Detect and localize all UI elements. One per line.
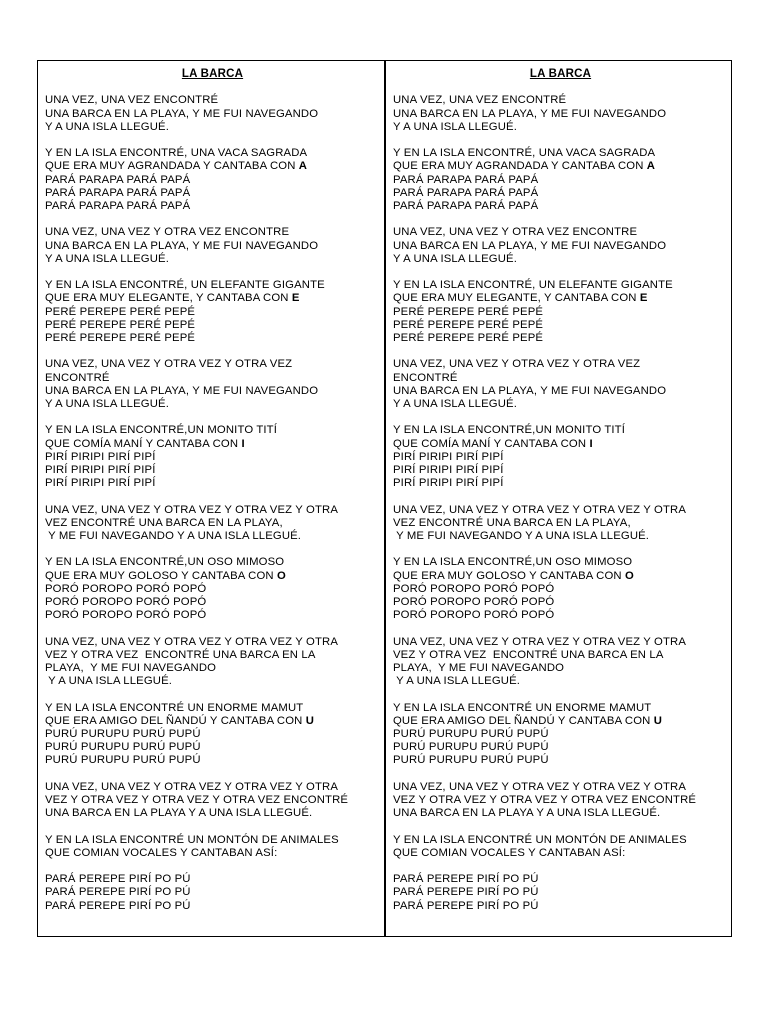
lyric-text: PLAYA, Y ME FUI NAVEGANDO [45, 661, 217, 674]
lyric-line [45, 147, 380, 160]
column-divider [384, 61, 386, 936]
lyric-line [393, 556, 728, 569]
stanza [45, 702, 380, 768]
lyric-line [393, 847, 728, 860]
lyric-line [393, 477, 728, 490]
vowel-letter: I [589, 437, 593, 450]
lyric-text: VEZ Y OTRA VEZ ENCONTRÉ UNA BARCA EN LA [45, 648, 316, 661]
lyric-line [45, 121, 380, 134]
lyric-text: Y EN LA ISLA ENCONTRÉ UN MONTÓN DE ANIMALES [393, 833, 687, 846]
lyric-line [45, 451, 380, 464]
lyric-line [45, 358, 380, 371]
lyric-line [45, 754, 380, 767]
lyric-text: UNA VEZ, UNA VEZ Y OTRA VEZ Y OTRA VEZ [393, 358, 641, 371]
lyric-text: PERÉ PEREPE PERÉ PEPÉ [45, 331, 196, 344]
stanza [393, 226, 728, 266]
lyric-line [45, 306, 380, 319]
lyric-line [393, 636, 728, 649]
lyric-text: UNA VEZ, UNA VEZ Y OTRA VEZ Y OTRA VEZ Y OTRA [45, 780, 339, 793]
lyric-text: PARÁ PARAPA PARÁ PAPÁ [45, 173, 191, 186]
lyric-line [393, 372, 728, 385]
lyric-line [393, 438, 728, 451]
stanza [393, 147, 728, 213]
lyric-text: Y EN LA ISLA ENCONTRÉ,UN MONITO TITÍ [393, 424, 626, 437]
stanza [45, 504, 380, 544]
lyric-text: PORÓ POROPO PORÓ POPÓ [393, 582, 555, 595]
lyric-line [45, 728, 380, 741]
lyric-line [393, 649, 728, 662]
lyric-line [45, 807, 380, 820]
lyric-line [45, 504, 380, 517]
lyric-text: UNA VEZ, UNA VEZ Y OTRA VEZ Y OTRA VEZ Y OTRA [45, 635, 339, 648]
stanza [393, 424, 728, 490]
lyric-line [393, 94, 728, 107]
lyric-text: PERÉ PEREPE PERÉ PEPÉ [45, 318, 196, 331]
lyric-line [45, 715, 380, 728]
lyric-line [45, 741, 380, 754]
vowel-letter: E [639, 292, 648, 305]
lyric-text: PURÚ PURUPU PURÚ PUPÚ [45, 754, 201, 767]
lyric-text: UNA BARCA EN LA PLAYA, Y ME FUI NAVEGANDO [393, 107, 667, 120]
lyric-line [45, 253, 380, 266]
lyric-line [45, 556, 380, 569]
lyric-text: PERÉ PEREPE PERÉ PEPÉ [45, 305, 196, 318]
lyric-text: Y EN LA ISLA ENCONTRÉ, UNA VACA SAGRADA [393, 147, 656, 160]
lyric-line [45, 438, 380, 451]
lyric-text: PORÓ POROPO PORÓ POPÓ [45, 582, 207, 595]
lyric-line [45, 319, 380, 332]
lyric-line [393, 398, 728, 411]
lyric-line [45, 609, 380, 622]
lyric-line [45, 530, 380, 543]
lyric-text: PORÓ POROPO PORÓ POPÓ [393, 595, 555, 608]
lyric-text: UNA BARCA EN LA PLAYA Y A UNA ISLA LLEGUÉ. [45, 807, 313, 820]
lyric-text: QUE COMÍA MANÍ Y CANTABA CON [45, 437, 242, 450]
stanza [45, 556, 380, 622]
stanza [393, 279, 728, 345]
lyric-line [45, 160, 380, 173]
vowel-letter: A [646, 160, 656, 173]
lyric-line [393, 108, 728, 121]
lyric-line [45, 636, 380, 649]
lyric-line [393, 424, 728, 437]
lyric-text: ENCONTRÉ [393, 371, 458, 384]
lyric-line [393, 332, 728, 345]
lyric-text: Y EN LA ISLA ENCONTRÉ, UN ELEFANTE GIGANTE [393, 279, 673, 292]
stanza [393, 636, 728, 689]
lyric-text: QUE ERA MUY ELEGANTE, Y CANTABA CON [393, 292, 640, 305]
lyric-line [393, 794, 728, 807]
lyric-text: Y A UNA ISLA LLEGUÉ. [393, 397, 517, 410]
lyric-line [45, 517, 380, 530]
lyric-text: Y A UNA ISLA LLEGUÉ. [45, 252, 169, 265]
lyric-line [393, 174, 728, 187]
lyric-text: Y A UNA ISLA LLEGUÉ. [393, 252, 517, 265]
lyric-text: PURÚ PURUPU PURÚ PUPÚ [393, 727, 549, 740]
lyric-line [45, 187, 380, 200]
lyric-text: UNA BARCA EN LA PLAYA, Y ME FUI NAVEGANDO [393, 239, 667, 252]
lyric-text: Y EN LA ISLA ENCONTRÉ UN MONTÓN DE ANIMALES [45, 833, 339, 846]
stanza [393, 702, 728, 768]
lyric-text: PARÁ PEREPE PIRÍ PO PÚ [45, 886, 191, 899]
lyric-text: UNA VEZ, UNA VEZ Y OTRA VEZ ENCONTRE [393, 226, 638, 239]
lyric-text: PURÚ PURUPU PURÚ PUPÚ [393, 741, 549, 754]
lyric-text: UNA VEZ, UNA VEZ ENCONTRÉ [45, 94, 219, 107]
lyric-text: PURÚ PURUPU PURÚ PUPÚ [45, 727, 201, 740]
lyric-line [45, 372, 380, 385]
song-title: LA BARCA [529, 68, 592, 80]
lyric-text: UNA BARCA EN LA PLAYA, Y ME FUI NAVEGANDO [393, 384, 667, 397]
lyric-line [393, 451, 728, 464]
lyric-line [393, 121, 728, 134]
stanza [393, 834, 728, 860]
vowel-letter: U [653, 714, 663, 727]
lyric-line [393, 583, 728, 596]
vowel-letter: E [291, 292, 300, 305]
lyric-text: Y A UNA ISLA LLEGUÉ. [45, 397, 169, 410]
lyric-line [45, 332, 380, 345]
lyric-line [45, 900, 380, 913]
lyric-line [45, 886, 380, 899]
lyric-text: Y EN LA ISLA ENCONTRÉ,UN MONITO TITÍ [45, 424, 278, 437]
stanza [45, 834, 380, 860]
lyric-line [393, 873, 728, 886]
lyrics-sheet [37, 60, 732, 937]
lyric-line [45, 702, 380, 715]
lyric-text: PLAYA, Y ME FUI NAVEGANDO [393, 661, 565, 674]
lyric-line [393, 596, 728, 609]
lyric-text: PARÁ PARAPA PARÁ PAPÁ [45, 199, 191, 212]
lyric-text: PARÁ PARAPA PARÁ PAPÁ [393, 199, 539, 212]
vowel-letter: I [241, 437, 245, 450]
lyric-text: QUE ERA AMIGO DEL ÑANDÚ Y CANTABA CON [393, 714, 654, 727]
lyric-text: UNA VEZ, UNA VEZ Y OTRA VEZ Y OTRA VEZ [45, 358, 293, 371]
stanza [393, 556, 728, 622]
lyric-text: PERÉ PEREPE PERÉ PEPÉ [393, 331, 544, 344]
stanza [393, 358, 728, 411]
song-title: LA BARCA [181, 68, 244, 80]
lyric-line [45, 675, 380, 688]
vowel-letter: O [277, 569, 286, 582]
lyric-text: QUE ERA MUY AGRANDADA Y CANTABA CON [45, 160, 299, 173]
lyric-text: QUE ERA MUY GOLOSO Y CANTABA CON [45, 569, 277, 582]
lyric-text: UNA VEZ, UNA VEZ Y OTRA VEZ Y OTRA VEZ Y OTRA [393, 780, 687, 793]
lyric-line [393, 279, 728, 292]
lyric-text: UNA BARCA EN LA PLAYA, Y ME FUI NAVEGANDO [45, 239, 319, 252]
lyric-line [393, 385, 728, 398]
lyric-text: PIRÍ PIRIPI PIRÍ PIPÍ [45, 463, 156, 476]
lyric-text: PARÁ PEREPE PIRÍ PO PÚ [45, 899, 191, 912]
lyric-text: QUE COMIAN VOCALES Y CANTABAN ASÍ: [393, 846, 626, 859]
lyric-line [45, 174, 380, 187]
lyric-line [393, 900, 728, 913]
lyric-line [393, 517, 728, 530]
lyric-line [393, 702, 728, 715]
lyric-line [393, 741, 728, 754]
lyric-text: UNA BARCA EN LA PLAYA Y A UNA ISLA LLEGUÉ. [393, 807, 661, 820]
stanza [393, 873, 728, 913]
lyric-text: PARÁ PEREPE PIRÍ PO PÚ [393, 873, 539, 886]
lyric-line [393, 319, 728, 332]
lyric-text: PERÉ PEREPE PERÉ PEPÉ [393, 305, 544, 318]
lyric-text: PARÁ PEREPE PIRÍ PO PÚ [45, 873, 191, 886]
lyric-line [393, 292, 728, 305]
lyric-line [45, 292, 380, 305]
lyric-line [45, 570, 380, 583]
lyric-line [45, 596, 380, 609]
lyric-line [45, 424, 380, 437]
lyric-text: UNA VEZ, UNA VEZ Y OTRA VEZ Y OTRA VEZ Y OTRA [45, 503, 339, 516]
lyric-line [45, 108, 380, 121]
lyric-line [393, 834, 728, 847]
lyric-text: Y EN LA ISLA ENCONTRÉ UN ENORME MAMUT [393, 701, 652, 714]
lyric-text: PURÚ PURUPU PURÚ PUPÚ [45, 741, 201, 754]
lyric-text: PORÓ POROPO PORÓ POPÓ [45, 595, 207, 608]
lyric-line [393, 530, 728, 543]
lyric-text: VEZ ENCONTRÉ UNA BARCA EN LA PLAYA, [45, 516, 283, 529]
lyric-line [393, 715, 728, 728]
lyric-text: PIRÍ PIRIPI PIRÍ PIPÍ [393, 450, 504, 463]
vowel-letter: O [625, 569, 634, 582]
lyric-text: PIRÍ PIRIPI PIRÍ PIPÍ [393, 477, 504, 490]
lyric-line [45, 847, 380, 860]
lyric-text: VEZ Y OTRA VEZ Y OTRA VEZ Y OTRA VEZ ENCONTRÉ [45, 793, 349, 806]
lyric-line [393, 662, 728, 675]
lyric-text: ENCONTRÉ [45, 371, 110, 384]
lyric-text: QUE ERA AMIGO DEL ÑANDÚ Y CANTABA CON [45, 714, 306, 727]
lyric-text: UNA VEZ, UNA VEZ Y OTRA VEZ Y OTRA VEZ Y OTRA [393, 503, 687, 516]
lyric-text: PIRÍ PIRIPI PIRÍ PIPÍ [45, 450, 156, 463]
lyric-line [45, 226, 380, 239]
lyric-text: UNA BARCA EN LA PLAYA, Y ME FUI NAVEGANDO [45, 107, 319, 120]
lyric-line [45, 583, 380, 596]
stanza [45, 226, 380, 266]
lyric-line [45, 240, 380, 253]
lyric-text: Y ME FUI NAVEGANDO Y A UNA ISLA LLEGUÉ. [393, 529, 650, 542]
lyric-line [45, 794, 380, 807]
stanza [393, 504, 728, 544]
stanza [45, 781, 380, 821]
stanza [45, 424, 380, 490]
lyric-text: UNA VEZ, UNA VEZ Y OTRA VEZ Y OTRA VEZ Y OTRA [393, 635, 687, 648]
lyric-line [45, 649, 380, 662]
lyric-line [45, 464, 380, 477]
lyric-text: PARÁ PARAPA PARÁ PAPÁ [45, 186, 191, 199]
lyric-text: QUE ERA MUY AGRANDADA Y CANTABA CON [393, 160, 647, 173]
stanza [45, 358, 380, 411]
lyric-text: Y EN LA ISLA ENCONTRÉ, UN ELEFANTE GIGANTE [45, 279, 325, 292]
left-column [45, 68, 380, 926]
lyric-line [393, 754, 728, 767]
lyric-line [393, 886, 728, 899]
lyric-line [45, 398, 380, 411]
lyric-line [393, 358, 728, 371]
lyric-line [393, 200, 728, 213]
stanza [45, 279, 380, 345]
lyric-text: QUE COMÍA MANÍ Y CANTABA CON [393, 437, 590, 450]
lyric-line [45, 200, 380, 213]
lyric-line [393, 147, 728, 160]
lyric-line [393, 464, 728, 477]
lyric-text: QUE COMIAN VOCALES Y CANTABAN ASÍ: [45, 846, 278, 859]
lyric-text: PIRÍ PIRIPI PIRÍ PIPÍ [45, 477, 156, 490]
lyric-text: Y A UNA ISLA LLEGUÉ. [393, 675, 521, 688]
stanza [45, 94, 380, 134]
lyric-line [393, 675, 728, 688]
lyric-text: VEZ Y OTRA VEZ ENCONTRÉ UNA BARCA EN LA [393, 648, 664, 661]
lyric-text: PARÁ PEREPE PIRÍ PO PÚ [393, 899, 539, 912]
lyric-line [393, 728, 728, 741]
lyric-text: PIRÍ PIRIPI PIRÍ PIPÍ [393, 463, 504, 476]
lyric-text: PARÁ PARAPA PARÁ PAPÁ [393, 186, 539, 199]
lyric-text: PORÓ POROPO PORÓ POPÓ [45, 609, 207, 622]
lyric-line [45, 873, 380, 886]
lyric-text: UNA BARCA EN LA PLAYA, Y ME FUI NAVEGANDO [45, 384, 319, 397]
stanza-list [45, 94, 380, 912]
stanza [393, 94, 728, 134]
stanza-list [393, 94, 728, 912]
lyric-line [393, 570, 728, 583]
lyric-text: Y EN LA ISLA ENCONTRÉ, UNA VACA SAGRADA [45, 147, 308, 160]
vowel-letter: A [298, 160, 308, 173]
lyric-line [45, 279, 380, 292]
lyric-text: UNA VEZ, UNA VEZ ENCONTRÉ [393, 94, 567, 107]
lyric-text: PERÉ PEREPE PERÉ PEPÉ [393, 318, 544, 331]
lyric-line [393, 609, 728, 622]
stanza [393, 781, 728, 821]
lyric-text: VEZ ENCONTRÉ UNA BARCA EN LA PLAYA, [393, 516, 631, 529]
lyric-line [393, 807, 728, 820]
vowel-letter: U [305, 714, 315, 727]
lyric-line [393, 160, 728, 173]
lyric-text: PARÁ PEREPE PIRÍ PO PÚ [393, 886, 539, 899]
lyric-text: Y EN LA ISLA ENCONTRÉ UN ENORME MAMUT [45, 701, 304, 714]
lyric-line [393, 781, 728, 794]
lyric-line [393, 226, 728, 239]
lyric-text: Y EN LA ISLA ENCONTRÉ,UN OSO MIMOSO [45, 556, 285, 569]
lyric-line [45, 662, 380, 675]
lyric-line [45, 477, 380, 490]
lyric-text: QUE ERA MUY ELEGANTE, Y CANTABA CON [45, 292, 292, 305]
lyric-line [393, 253, 728, 266]
stanza [45, 873, 380, 913]
lyric-line [393, 187, 728, 200]
lyric-line [45, 94, 380, 107]
right-column [393, 68, 728, 926]
lyric-text: VEZ Y OTRA VEZ Y OTRA VEZ Y OTRA VEZ ENCONTRÉ [393, 793, 697, 806]
lyric-line [45, 781, 380, 794]
lyric-text: PURÚ PURUPU PURÚ PUPÚ [393, 754, 549, 767]
stanza [45, 636, 380, 689]
lyric-text: Y EN LA ISLA ENCONTRÉ,UN OSO MIMOSO [393, 556, 633, 569]
lyric-text: Y ME FUI NAVEGANDO Y A UNA ISLA LLEGUÉ. [45, 529, 302, 542]
stanza [45, 147, 380, 213]
lyric-text: Y A UNA ISLA LLEGUÉ. [45, 675, 173, 688]
lyric-line [393, 306, 728, 319]
lyric-text: PORÓ POROPO PORÓ POPÓ [393, 609, 555, 622]
lyric-text: UNA VEZ, UNA VEZ Y OTRA VEZ ENCONTRE [45, 226, 290, 239]
lyric-text: QUE ERA MUY GOLOSO Y CANTABA CON [393, 569, 625, 582]
lyric-line [45, 834, 380, 847]
lyric-line [393, 240, 728, 253]
lyric-text: Y A UNA ISLA LLEGUÉ. [45, 120, 169, 133]
lyric-text: Y A UNA ISLA LLEGUÉ. [393, 120, 517, 133]
lyric-line [45, 385, 380, 398]
lyric-line [393, 504, 728, 517]
lyric-text: PARÁ PARAPA PARÁ PAPÁ [393, 173, 539, 186]
